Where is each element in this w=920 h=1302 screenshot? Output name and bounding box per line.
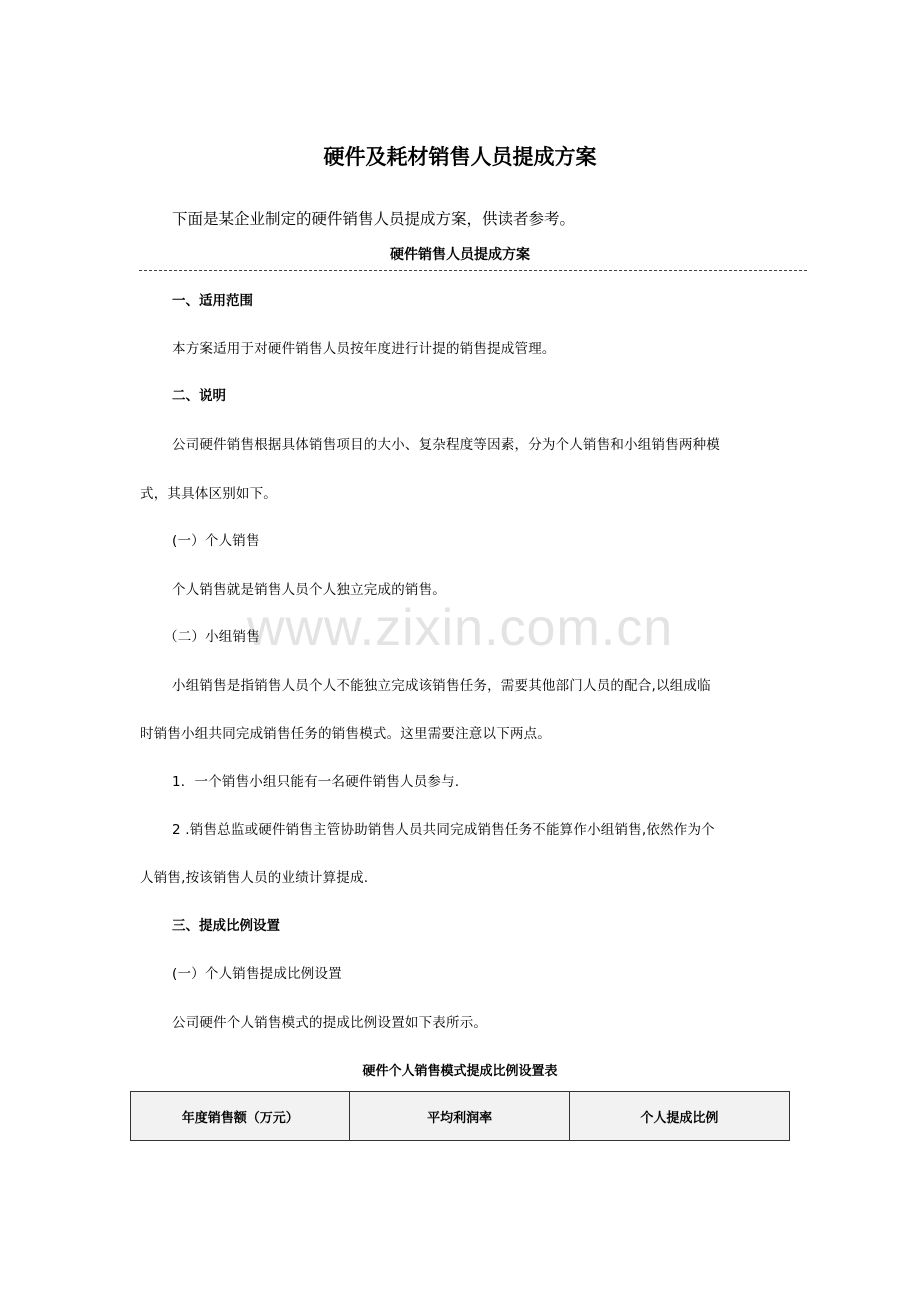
intro-paragraph: 下面是某企业制定的硬件销售人员提成方案，供读者参考。 <box>172 210 576 228</box>
scope-paragraph: 本方案适用于对硬件销售人员按年度进行计提的销售提成管理。 <box>172 341 556 357</box>
group-sales-paragraph-line2: 时销售小组共同完成销售任务的销售模式。这里需要注意以下两点。 <box>140 726 551 742</box>
watermark: www.zixin.com.cn <box>246 599 674 657</box>
description-paragraph-line2: 式，其具体区别如下。 <box>140 486 277 502</box>
section-heading-description: 二、说明 <box>172 388 226 404</box>
commission-intro-paragraph: 公司硬件个人销售模式的提成比例设置如下表所示。 <box>172 1015 488 1031</box>
plan-subtitle: 硬件销售人员提成方案 <box>390 247 530 263</box>
column-header-average-profit-rate: 平均利润率 <box>350 1092 569 1141</box>
group-sales-point-2-line2: 人销售,按该销售人员的业绩计算提成. <box>140 870 369 886</box>
individual-sales-paragraph: 个人销售就是销售人员个人独立完成的销售。 <box>172 582 446 598</box>
table-title: 硬件个人销售模式提成比例设置表 <box>362 1064 558 1079</box>
document-title: 硬件及耗材销售人员提成方案 <box>323 144 597 169</box>
column-header-individual-commission: 个人提成比例 <box>569 1092 789 1141</box>
column-header-annual-sales: 年度销售额（万元） <box>131 1092 350 1141</box>
commission-ratio-table <box>130 1091 790 1141</box>
group-sales-point-1: 1．一个销售小组只能有一名硬件销售人员参与. <box>172 774 460 790</box>
group-sales-point-2-line1: 2 .销售总监或硬件销售主管协助销售人员共同完成销售任务不能算作小组销售,依然作为个 <box>172 822 715 838</box>
subheading-individual-sales: (一）个人销售 <box>172 533 260 549</box>
subheading-individual-commission: (一）个人销售提成比例设置 <box>172 966 342 982</box>
group-sales-paragraph-line1: 小组销售是指销售人员个人不能独立完成该销售任务，需要其他部门人员的配合,以组成临 <box>172 678 711 694</box>
table-header-row <box>131 1092 790 1141</box>
description-paragraph-line1: 公司硬件销售根据具体销售项目的大小、复杂程度等因素，分为个人销售和小组销售两种模 <box>172 437 720 453</box>
section-heading-scope: 一、适用范围 <box>172 293 253 309</box>
dashed-divider <box>139 270 807 271</box>
subheading-group-sales: （二）小组销售 <box>164 629 260 645</box>
section-heading-commission-ratio: 三、提成比例设置 <box>172 918 280 934</box>
